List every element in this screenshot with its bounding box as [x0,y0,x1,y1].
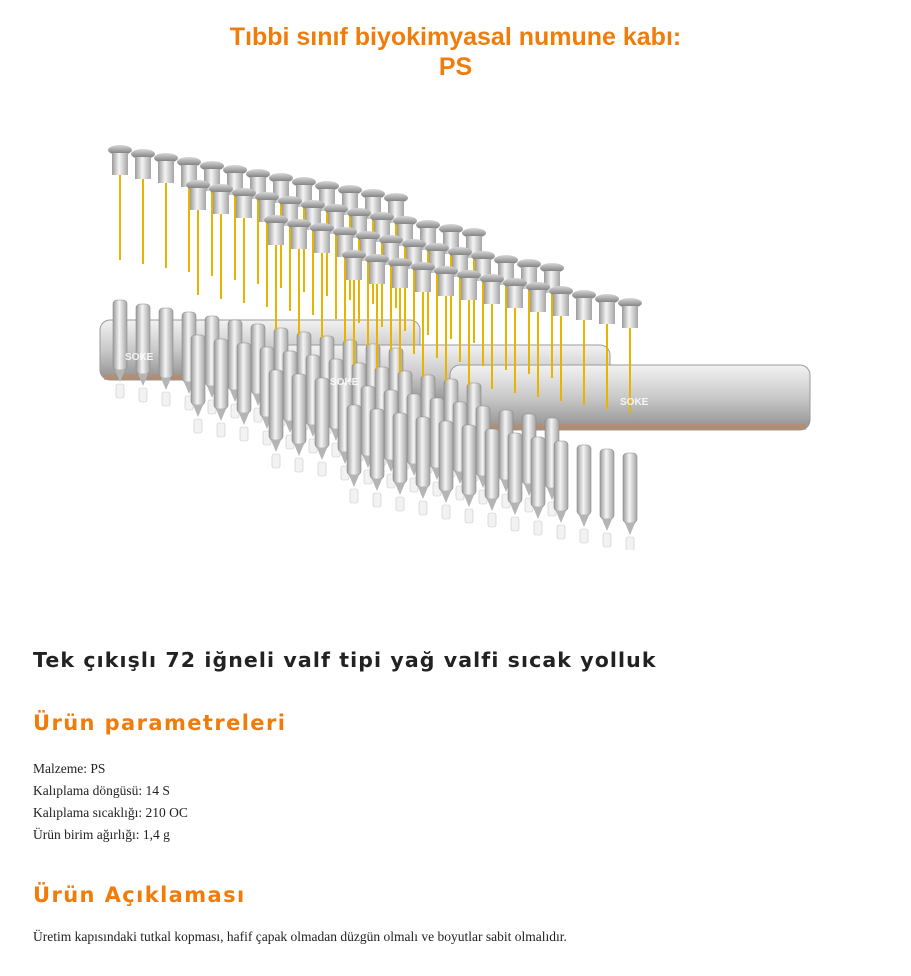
nozzle-body [508,433,522,503]
nozzle-tip [161,378,171,390]
nozzle-tip [625,523,635,535]
nozzle-body [191,335,205,405]
sample-cup [465,509,473,523]
sample-cup [373,493,381,507]
sample-cup [580,529,588,543]
valve-actuator [190,188,206,210]
nozzle-body [554,441,568,511]
nozzle-body [600,449,614,519]
valve-actuator [576,298,592,320]
sample-cup [272,454,280,468]
sample-cup [295,458,303,472]
valve-actuator [268,223,284,245]
product-name: Tek çıkışlı 72 iğneli valf tipi yağ valfi sıcak yolluk [33,648,657,672]
valve-actuator [346,258,362,280]
brand-mark: SOKE [125,352,154,363]
nozzle-body [136,304,150,374]
sample-cup [318,462,326,476]
parameter-unit-weight: Ürün birim ağırlığı: 1,4 g [33,827,170,842]
nozzle-body [237,343,251,413]
valve-actuator [314,231,330,253]
nozzle-body [416,417,430,487]
sample-cup [557,525,565,539]
valve-actuator [530,290,546,312]
nozzle-tip [395,483,405,495]
sample-cup [217,423,225,437]
nozzle-tip [294,444,304,456]
hot-runner-product-image [80,130,820,550]
nozzle-tip [418,487,428,499]
nozzle-tip [602,519,612,531]
nozzle-tip [271,440,281,452]
valve-actuator [622,306,638,328]
sample-cup [488,513,496,527]
nozzle-tip [239,413,249,425]
nozzle-tip [349,475,359,487]
sample-cup [511,517,519,531]
nozzle-tip [216,409,226,421]
page-title [0,22,911,82]
nozzle-tip [464,495,474,507]
sample-cup [534,521,542,535]
parameter-molding-temperature: Kalıplama sıcaklığı: 210 OC [33,805,188,820]
nozzle-body [577,445,591,515]
nozzle-tip [372,479,382,491]
valve-actuator [507,286,523,308]
sample-cup [116,384,124,398]
sample-cup [442,505,450,519]
nozzle-body [462,425,476,495]
sample-cup [240,427,248,441]
sample-cup [419,501,427,515]
valve-actuator [553,294,569,316]
valve-actuator [236,196,252,218]
sample-cup [162,392,170,406]
nozzle-tip [487,499,497,511]
description-text: Üretim kapısındaki tutkal kopması, hafif çapak olmadan düzgün olmalı ve boyutlar sabit olmalıdır. [33,929,567,944]
valve-actuator [135,157,151,179]
nozzle-body [315,378,329,448]
brand-mark: SOKE [620,397,649,408]
sample-cup [396,497,404,511]
nozzle-body [370,409,384,479]
nozzle-tip [579,515,589,527]
nozzle-body [347,405,361,475]
nozzle-body [623,453,637,523]
nozzle-body [269,370,283,440]
nozzle-body [485,429,499,499]
nozzle-tip [556,511,566,523]
valve-actuator [291,227,307,249]
sample-cup [603,533,611,547]
valve-actuator [484,282,500,304]
valve-actuator [213,192,229,214]
valve-actuator [415,270,431,292]
sample-cup [626,537,634,550]
valve-actuator [392,266,408,288]
parameter-material: Malzeme: PS [33,761,106,776]
nozzle-body [292,374,306,444]
parameters-heading: Ürün parametreleri [33,711,287,735]
sample-cup [139,388,147,402]
nozzle-tip [510,503,520,515]
nozzle-tip [193,405,203,417]
nozzle-tip [533,507,543,519]
brand-mark: SOKE [330,377,359,388]
valve-actuator [369,262,385,284]
parameter-molding-cycle: Kalıplama döngüsü: 14 S [33,783,170,798]
sample-cup [350,489,358,503]
nozzle-tip [441,491,451,503]
page-title-line-1: Tıbbi sınıf biyokimyasal numune kabı: [229,23,682,51]
nozzle-body [159,308,173,378]
valve-actuator [158,161,174,183]
sample-cup [194,419,202,433]
valve-actuator [461,278,477,300]
nozzle-body [439,421,453,491]
page-title-line-2: PS [438,53,473,81]
nozzle-tip [317,448,327,460]
description-heading: Ürün Açıklaması [33,883,246,907]
nozzle-body [531,437,545,507]
nozzle-body [393,413,407,483]
valve-actuator [112,153,128,175]
nozzle-body [214,339,228,409]
valve-actuator [599,302,615,324]
parameter-list [33,758,188,846]
valve-actuator [438,274,454,296]
